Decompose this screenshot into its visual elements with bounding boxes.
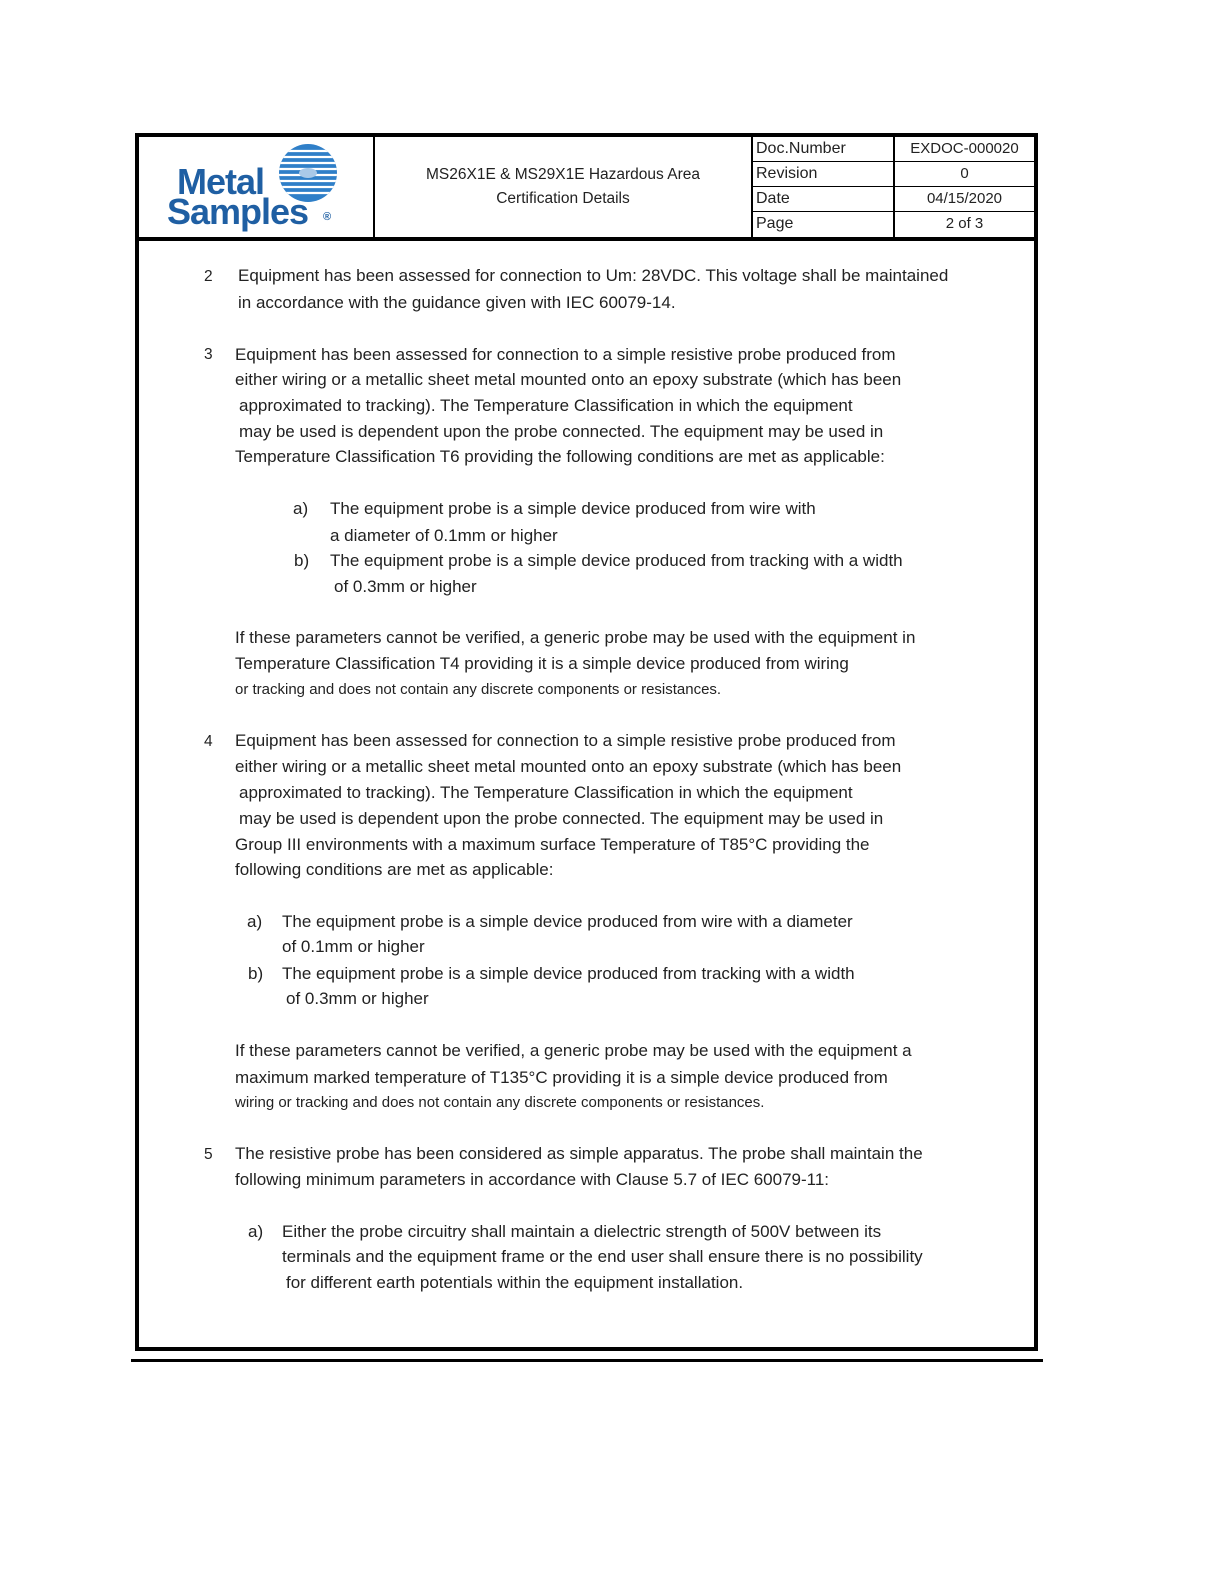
section-4-line: Equipment has been assessed for connection to a simple resistive probe produced from xyxy=(235,731,896,750)
section-4-line: Group III environments with a maximum surface Temperature of T85°C providing the xyxy=(235,835,870,854)
meta-label: Date xyxy=(753,187,895,211)
list-item-line: terminals and the equipment frame or the end user shall ensure there is no possibility xyxy=(282,1247,923,1266)
section-number-4: 4 xyxy=(204,733,213,750)
section-4-note-line: wiring or tracking and does not contain any discrete components or resistances. xyxy=(235,1094,765,1111)
meta-value: 2 of 3 xyxy=(945,215,984,232)
section-3-note-line: Temperature Classification T4 providing it is a simple device produced from wiring xyxy=(235,654,849,673)
logo-cell xyxy=(139,137,375,237)
section-4-line: approximated to tracking). The Temperature Classification in which the equipment xyxy=(239,783,853,802)
list-item-line: a diameter of 0.1mm or higher xyxy=(330,526,558,545)
section-3-line: may be used is dependent upon the probe connected. The equipment may be used in xyxy=(239,422,884,441)
list-item-line: Either the probe circuitry shall maintain a dielectric strength of 500V between its xyxy=(282,1222,882,1241)
section-number-3: 3 xyxy=(204,346,213,363)
section-5-line: The resistive probe has been considered as simple apparatus. The probe shall maintain the xyxy=(235,1144,923,1163)
section-3-line: approximated to tracking). The Temperature Classification in which the equipment xyxy=(239,396,853,415)
list-item-line: of 0.1mm or higher xyxy=(282,937,425,956)
document-header xyxy=(139,137,1034,241)
list-marker: a) xyxy=(293,499,309,518)
section-4-line: may be used is dependent upon the probe connected. The equipment may be used in xyxy=(239,809,884,828)
logo-word-samples: Samples xyxy=(167,191,309,232)
meta-label: Revision xyxy=(753,162,895,186)
document-meta-table xyxy=(753,137,1034,237)
section-4-line: following conditions are met as applicable: xyxy=(235,860,554,879)
section-number-5: 5 xyxy=(204,1146,213,1163)
meta-value: 04/15/2020 xyxy=(926,190,1003,207)
section-2-line: in accordance with the guidance given with IEC 60079-14. xyxy=(238,293,676,312)
section-number-2: 2 xyxy=(204,268,213,285)
meta-row-page xyxy=(753,212,1034,237)
meta-row-revision xyxy=(753,162,1034,187)
section-3-line: Equipment has been assessed for connection to a simple resistive probe produced from xyxy=(235,345,896,364)
section-3-line: either wiring or a metallic sheet metal mounted onto an epoxy substrate (which has been xyxy=(235,370,902,389)
section-4-note-line: maximum marked temperature of T135°C providing it is a simple device produced from xyxy=(235,1068,888,1087)
list-marker: b) xyxy=(294,551,310,570)
section-3-note-line: If these parameters cannot be verified, a generic probe may be used with the equipment in xyxy=(235,628,916,647)
list-marker: a) xyxy=(247,912,263,931)
list-marker: a) xyxy=(248,1222,264,1241)
title-cell xyxy=(375,137,753,237)
logo-word-metal: Metal xyxy=(177,161,265,202)
section-2-line: Equipment has been assessed for connection to Um: 28VDC. This voltage shall be maintained xyxy=(238,266,949,285)
list-item-line: The equipment probe is a simple device produced from wire with a diameter xyxy=(282,912,853,931)
section-4-note-line: If these parameters cannot be verified, a generic probe may be used with the equipment a xyxy=(235,1041,912,1060)
document-title-line-2: Certification Details xyxy=(496,190,630,207)
meta-label: Page xyxy=(753,212,895,237)
meta-row-date xyxy=(753,187,1034,212)
meta-label: Doc.Number xyxy=(753,137,895,161)
list-item-line: of 0.3mm or higher xyxy=(286,989,429,1008)
list-item-line: The equipment probe is a simple device produced from wire with xyxy=(330,499,816,518)
section-3-line: Temperature Classification T6 providing the following conditions are met as applicable: xyxy=(235,447,885,466)
list-item-line: The equipment probe is a simple device produced from tracking with a width xyxy=(282,964,855,983)
section-3-note-line: or tracking and does not contain any discrete components or resistances. xyxy=(235,681,722,698)
meta-row-doc-number xyxy=(753,137,1034,162)
list-item-line: of 0.3mm or higher xyxy=(334,577,477,596)
meta-value: EXDOC-000020 xyxy=(910,140,1019,157)
bottom-rule xyxy=(131,1359,1043,1362)
section-5-line: following minimum parameters in accordance with Clause 5.7 of IEC 60079-11: xyxy=(235,1170,830,1189)
list-marker: b) xyxy=(248,964,264,983)
logo-registered-mark: ® xyxy=(323,211,332,223)
section-4-line: either wiring or a metallic sheet metal mounted onto an epoxy substrate (which has been xyxy=(235,757,902,776)
list-item-line: for different earth potentials within the equipment installation. xyxy=(286,1273,744,1292)
list-item-line: The equipment probe is a simple device produced from tracking with a width xyxy=(330,551,903,570)
document-title-line-1: MS26X1E & MS29X1E Hazardous Area xyxy=(426,166,700,183)
meta-value: 0 xyxy=(960,165,969,182)
